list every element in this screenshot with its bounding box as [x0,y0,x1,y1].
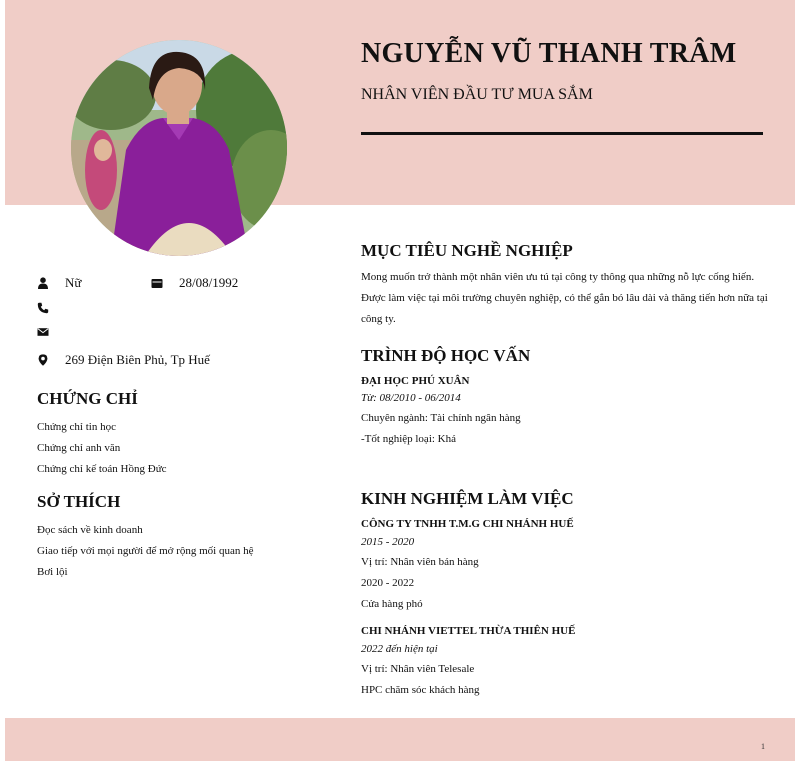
job-detail: 2020 - 2022 [361,577,415,589]
hobby-item: Đọc sách về kinh doanh [37,524,143,536]
job-title: NHÂN VIÊN ĐẦU TƯ MUA SẮM [361,86,593,103]
job-detail: HPC chăm sóc khách hàng [361,684,480,696]
education-period: Từ: 08/2010 - 06/2014 [361,392,461,404]
envelope-icon [37,326,49,338]
objective-text: Mong muốn trở thành một nhân viên ưu tú tại công ty thông qua những nỗ lực cống hiến. Được làm việc tại môi trường chuyên nghiệp, có thể gắn bó lâu dài và thăng tiến hơn nữa tại công ty. [361,271,768,325]
profile-photo-illustration [71,40,287,256]
calendar-icon [151,277,163,289]
certificates-title: CHỨNG CHỈ [37,389,138,408]
job-period: 2015 - 2020 [361,536,415,548]
job-detail: Cửa hàng phó [361,598,423,610]
objective-section [361,241,771,330]
location-pin-icon [37,354,49,366]
profile-photo [71,40,287,256]
job-entry [361,625,771,701]
candidate-name: NGUYỄN VŨ THANH TRÂM [361,38,737,69]
address-row [37,352,210,368]
address-value: 269 Điện Biên Phủ, Tp Huế [65,352,210,367]
birthdate-row [151,275,238,291]
page-number: 1 [761,742,765,751]
job-detail: Vị trí: Nhân viên Telesale [361,663,475,675]
experience-section [361,489,771,701]
resume-page [5,0,795,761]
certificate-item: Chứng chỉ anh văn [37,442,121,454]
phone-row [37,302,65,314]
hobbies-section [37,492,254,583]
birthdate-value: 28/08/1992 [179,275,239,290]
education-title: TRÌNH ĐỘ HỌC VẤN [361,346,531,365]
footer-band [5,718,795,761]
education-major: Chuyên ngành: Tài chính ngân hàng [361,412,521,424]
certificate-item: Chứng chỉ tin học [37,421,116,433]
certificates-section [37,389,167,480]
job-period: 2022 đến hiện tại [361,643,438,655]
phone-icon [37,302,49,314]
objective-title: MỤC TIÊU NGHỀ NGHIỆP [361,241,573,260]
job-entry [361,518,771,615]
certificate-item: Chứng chỉ kế toán Hồng Đức [37,463,167,475]
hobbies-title: SỞ THÍCH [37,492,121,511]
education-grade: -Tốt nghiệp loại: Khá [361,433,457,445]
gender-value: Nữ [65,275,82,290]
experience-title: KINH NGHIỆM LÀM VIỆC [361,489,574,508]
company-name: CHI NHÁNH VIETTEL THỪA THIÊN HUẾ [361,625,576,637]
email-row [37,326,65,338]
hobby-item: Bơi lội [37,566,68,578]
education-section [361,346,771,450]
header-divider [361,132,763,135]
job-detail: Vị trí: Nhân viên bán hàng [361,556,479,568]
person-icon [37,277,49,289]
school-name: ĐẠI HỌC PHÚ XUÂN [361,375,470,387]
hobby-item: Giao tiếp với mọi người để mở rộng mối quan hệ [37,545,254,557]
gender-row [37,275,81,291]
company-name: CÔNG TY TNHH T.M.G CHI NHÁNH HUẾ [361,518,574,530]
